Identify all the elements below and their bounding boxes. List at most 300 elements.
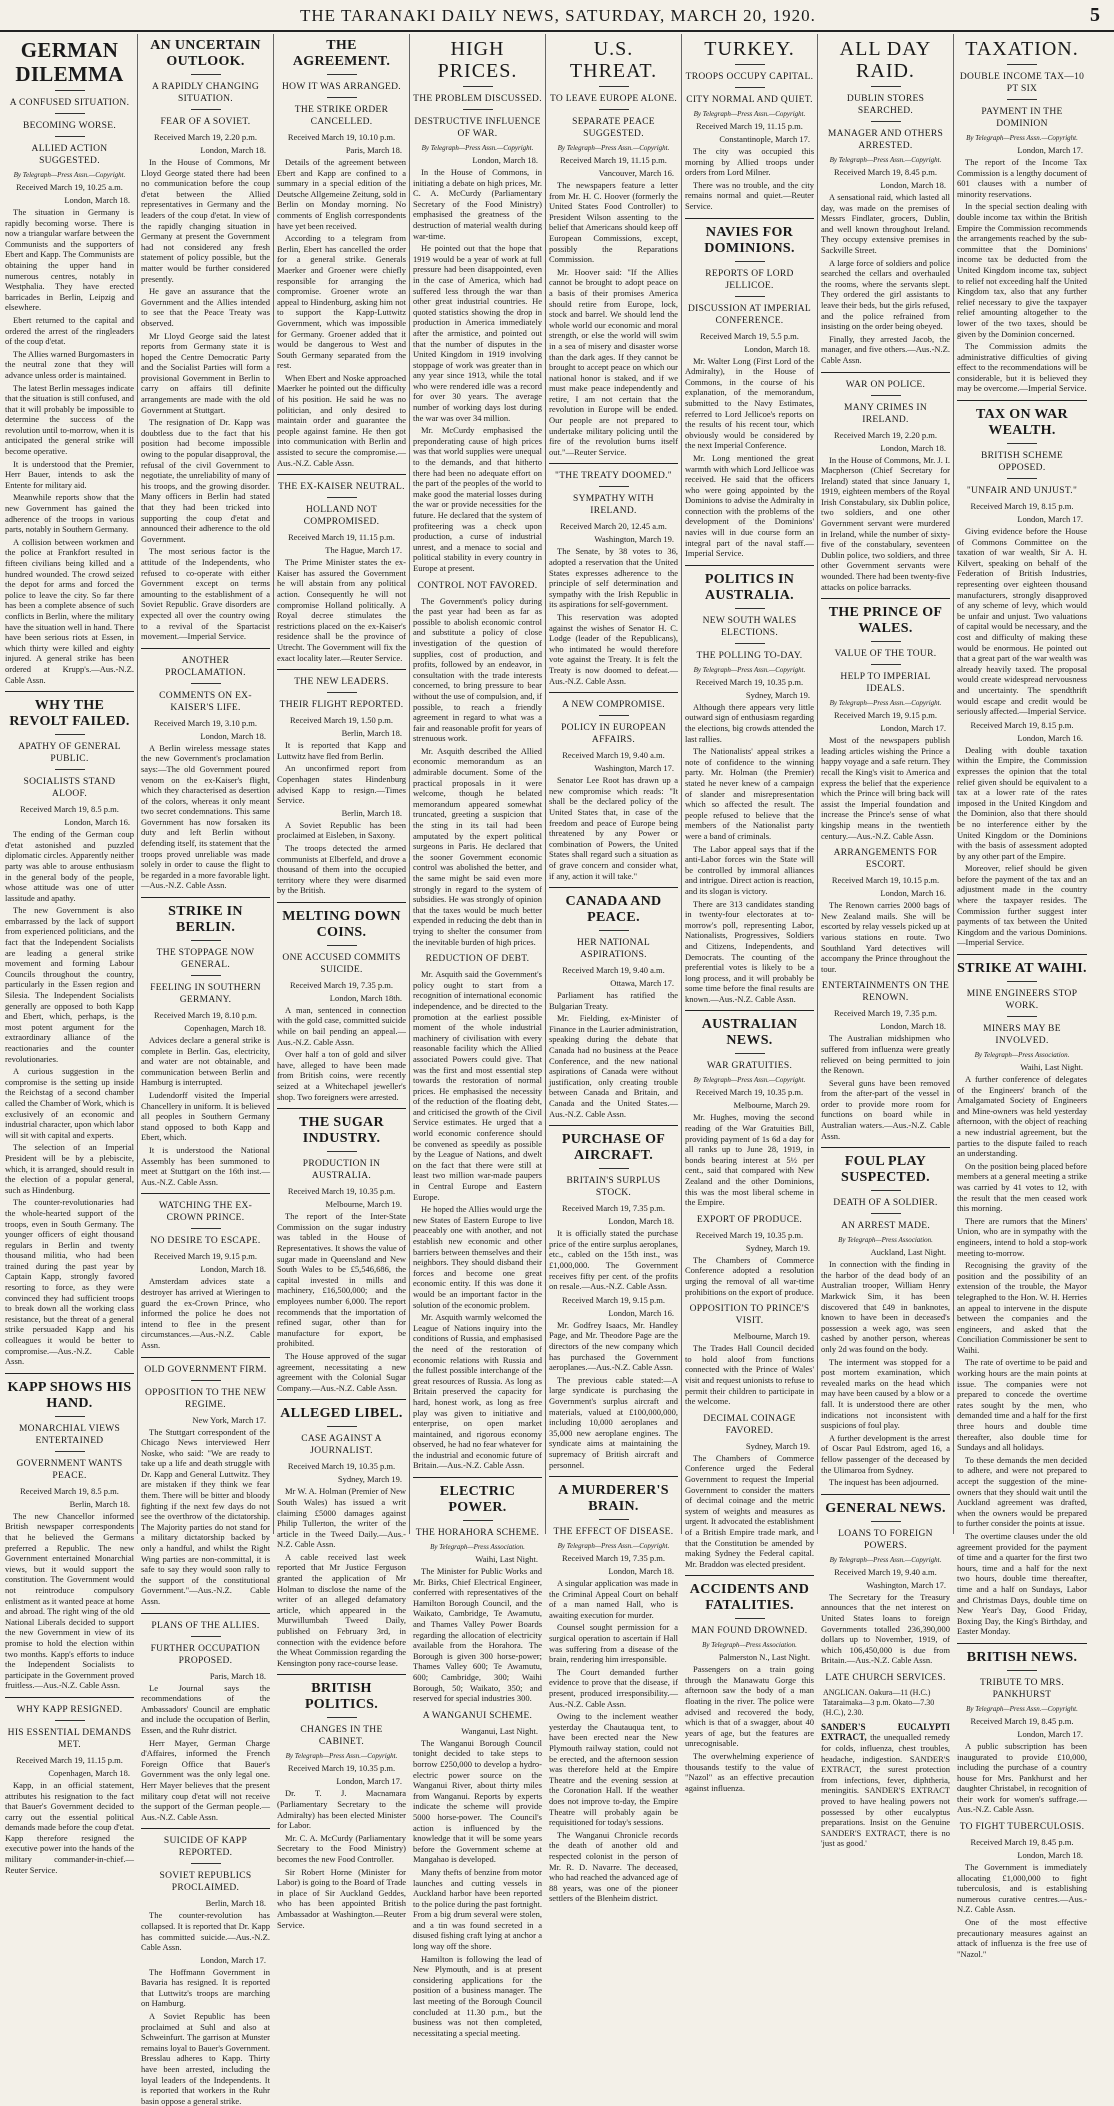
subheadline: OLD GOVERNMENT FIRM. xyxy=(144,1364,267,1375)
paragraph: Details of the agreement between Ebert and Kapp are confined to a summary in a special edition of the Deutsche Allgemeine Zeitung, sold in Berlin on Monday morning. No comments of English correspondents have yet been received. xyxy=(277,157,406,231)
subheadline: SUICIDE OF KAPP REPORTED. xyxy=(163,1836,248,1859)
byline: By Telegraph—Press Assn.—Copyright. xyxy=(285,1752,398,1761)
headline-rule xyxy=(735,608,765,609)
headline: ALL DAY RAID. xyxy=(839,38,932,82)
subheadline: OPPOSITION TO THE NEW REGIME. xyxy=(144,1387,267,1410)
headline-rule xyxy=(191,683,221,684)
paragraph: Recognising the gravity of the position and the possibility of an extension of the trouble, the Mayor telegraphed to the Hon. W. H. Herries an appeal to intervene in the dispute between the companies and the engineers, and asked that the Conciliation Commissioner be sent to Waihi. xyxy=(957,1260,1087,1355)
headline-rule xyxy=(871,1213,901,1214)
paragraph: Senator Lee Root has drawn up a new compromise which reads: "It shall be the declared policy of the United States that, in case of the freedom and peace of Europe being threatened by any Power or combination of Powers, the United States shall regard such a situation as of grave concern and consider what, if any, action it will take." xyxy=(549,775,678,881)
subheadline: ARRANGEMENTS FOR ESCORT. xyxy=(833,848,938,871)
church-notice: ANGLICAN. Oakura—11 (H.C.) Tataraimaka—3 p.m. Okato—7.30 (H.C.), 2.30. xyxy=(823,1687,935,1717)
column-divider xyxy=(141,1357,270,1358)
column-2 xyxy=(138,34,274,2106)
headline-rule xyxy=(55,1416,85,1417)
headline-rule xyxy=(735,64,765,65)
subheadline: TROOPS OCCUPY CAPITAL. xyxy=(685,72,814,82)
paragraph: A Soviet Republic has been proclaimed at Eisleben, in Saxony. xyxy=(277,819,406,841)
subheadline: AN ARREST MADE. xyxy=(840,1221,931,1232)
paragraph: It is officially stated the purchase price of the entire surplus aeroplanes, etc., cabled on the 15th inst., was £1,000,000. The Government receives fifty per cent. of the profits on resale.—Aus.-N.Z. Cable Assn. xyxy=(549,1228,678,1292)
column-divider xyxy=(549,692,678,693)
subheadline: DISCUSSION AT IMPERIAL CONFERENCE. xyxy=(687,303,812,326)
headline: KAPP SHOWS HIS HAND. xyxy=(7,1379,132,1411)
paragraph: This reservation was adopted against the wishes of Senator H. C. Lodge (leader of the Republicans), who intimated he would therefore vote against the Treaty. It is felt the Treaty is now doomed to defeat.—Aus.-N.Z. Cable Assn. xyxy=(549,612,678,686)
subheadline: CASE AGAINST A JOURNALIST. xyxy=(301,1434,382,1457)
paragraph: A sensational raid, which lasted all day, was made on the premises of Messrs Findlater, grocers, Dublin, and well known throughout Ireland. They occupy extensive premises in Sackville Street. xyxy=(821,192,950,255)
headline-rule xyxy=(55,1451,85,1452)
subheadline: NEW SOUTH WALES ELECTIONS. xyxy=(702,615,797,638)
received-line: Received March 19, 8.10 p.m. xyxy=(154,1010,257,1021)
dateline: London, March 17. xyxy=(336,1776,402,1787)
headline: PURCHASE OF AIRCRAFT. xyxy=(561,1132,666,1164)
paragraph: An unconfirmed report from Copenhagen states Hindenburg advised Kapp to resign.—Times Service. xyxy=(277,763,406,806)
subheadline: MANAGER AND OTHERS ARRESTED. xyxy=(827,129,944,151)
paragraph: The Trades Hall Council decided to hold aloof from functions connected with the Prince of Wales' visit and request unionists to refuse to permit their children to participate in the welcome. xyxy=(685,1343,814,1407)
column-divider xyxy=(141,1193,270,1194)
subheadline: THEIR FLIGHT REPORTED. xyxy=(279,700,404,711)
paragraph: Dr. T. J. Macnamara (Parliamentary Secretary to the Admiralty) has been elected Minister for Labor. xyxy=(277,1788,406,1831)
byline: By Telegraph—Press Assn.—Copyright. xyxy=(13,171,126,179)
received-line: Received March 19, 8.15 p.m. xyxy=(970,501,1074,512)
columns xyxy=(2,34,1112,2106)
byline: By Telegraph—Press Assn.—Copyright. xyxy=(693,1076,806,1085)
dateline: London, March 16. xyxy=(880,888,946,899)
headline-rule xyxy=(191,1380,221,1381)
received-line: Received March 19, 11.15 p.m. xyxy=(696,121,803,131)
column-divider xyxy=(957,954,1087,955)
headline: TAXATION. xyxy=(965,38,1079,60)
headline: A MURDERER'S BRAIN. xyxy=(558,1483,669,1515)
received-line: Received March 19, 9.40 a.m. xyxy=(562,965,665,976)
dateline: London, March 18. xyxy=(880,180,946,190)
subheadline: ALLIED ACTION SUGGESTED. xyxy=(31,144,108,166)
subheadline: PLANS OF THE ALLIES. xyxy=(151,1620,260,1631)
paragraph: The report of the Income Tax Commission is a lengthy document of 601 clauses with a number of minority reservations. xyxy=(957,157,1087,199)
subheadline: TO FIGHT TUBERCULOSIS. xyxy=(959,1822,1085,1833)
column-divider xyxy=(277,1399,406,1400)
paragraph: Mr. Long mentioned the great warmth with which Lord Jellicoe was received. He said that the officers who were going appointed by the Dominions to advise the Admiralty in connection with the problems of the development of the Dominions' navies will in due course form an integral part of the naval staff.—Imperial Service. xyxy=(685,452,814,559)
paragraph: The overtime clauses under the old agreement provided for the payment of time and a quarter for the first two hours, time and a half for the next two hours, double time thereafter, time and a half on Sundays, Labor and Christmas Days, double time on New Year's Day, Good Friday, Boxing Day, the King's Birthday, and Easter Monday. xyxy=(957,1530,1087,1637)
dateline: London, March 18. xyxy=(608,1566,674,1577)
headline-rule xyxy=(735,261,765,262)
subheadline: A CONFUSED SITUATION. xyxy=(9,98,130,108)
column-divider xyxy=(141,1613,270,1614)
headline-rule xyxy=(55,734,85,735)
headline-rule xyxy=(871,1190,901,1191)
received-line: Received March 19, 10.10 p.m. xyxy=(287,132,396,142)
headline-rule xyxy=(1007,478,1037,479)
paragraph: A curious suggestion in the compromise is the setting up inside the Reichstag of a second chamber called the Chamber of Work, which is exclusively of an economic and industrial character, upon which labor will sit with capital and experts. xyxy=(5,1066,134,1140)
subheadline: HELP TO IMPERIAL IDEALS. xyxy=(840,672,931,695)
paragraph: Owing to the inclement weather yesterday the Chautauqua tent, to have been erected near the New Plymouth railway station, could not be erected, and the afternoon session was therefore held at the Empire Theatre and the evening session at the Coronation Hall. If the weather does not improve to-day, the Empire Theatre will probably again be requisitioned for today's sessions. xyxy=(549,1711,678,1828)
paragraph: In the special section dealing with double income tax within the British Empire the Commission recommends the arrangements reached by the sub-committee that the Dominions' income tax be deducted from the United Kingdom income tax, subject to relief not exceeding half the United Kingdom tax, also that any further relief necessary to give the taxpayer relief amounting altogether to the lower of the two taxes, should be given by the Dominion concerned. xyxy=(957,201,1087,339)
paragraph: Amsterdam advices state a destroyer has arrived at Wieringen to guard the ex-Crown Prince, who informed the police he does not intend to flee in the present circumstances.—Aus.-N.Z. Cable Assn. xyxy=(141,1276,270,1350)
subheadline: POLICY IN EUROPEAN AFFAIRS. xyxy=(561,723,666,746)
subheadline: HOLLAND NOT COMPROMISED. xyxy=(303,505,380,528)
received-line: Received March 19, 10.35 p.m. xyxy=(287,1763,396,1774)
headline: FOUL PLAY SUSPECTED. xyxy=(841,1154,930,1186)
subheadline: ONE ACCUSED COMMITS SUICIDE. xyxy=(282,952,401,975)
paragraph: The counter-revolution has collapsed. It is reported that Dr. Kapp has committed suicide.—Aus.-N.Z. Cable Assn. xyxy=(141,1910,270,1953)
paragraph: Mr. Walter Long (First Lord of the Admiralty), in the House of Commons, in the course of his explanation, of the memorandum, submitted to the Navy Estimates, referred to Lord Jellicoe's reports on the results of his recent tour, which obviously would be considered by the next Imperial Conference. xyxy=(685,355,814,451)
headline-rule xyxy=(327,1426,357,1427)
headline: GERMAN DILEMMA xyxy=(15,38,124,86)
subheadline: THE STRIKE ORDER CANCELLED. xyxy=(294,105,389,127)
headline: HIGH PRICES. xyxy=(437,38,518,82)
masthead xyxy=(0,0,1114,32)
subheadline: FEAR OF A SOVIET. xyxy=(160,117,251,127)
paragraph: Although there appears very little outward sign of enthusiasm regarding the elections, big crowds attended the last rallies. xyxy=(685,701,814,744)
paragraph: The most serious factor is the attitude of the Independents, who refused to co-operate with either Government except on terms amounting to the establishment of a Soviet Republic. Grave disorders are expected all over the country owing to a revival of the Spartacist movement.—Imperial Service. xyxy=(141,546,270,642)
dateline: London, March 18. xyxy=(472,155,538,165)
paragraph: A further conference of delegates of the Engineers' branch of the Amalgamated Society of Engineers and Mine-owners was held yesterday afternoon, with the object of reaching a new industrial agreement, but the parties to the dispute failed to reach an understanding. xyxy=(957,1074,1087,1159)
subheadline: SOCIALISTS STAND ALOOF. xyxy=(23,777,116,800)
column-7 xyxy=(818,34,954,1849)
subheadline: FEELING IN SOUTHERN GERMANY. xyxy=(150,983,261,1006)
received-line: Received March 19, 7.35 p.m. xyxy=(562,1203,665,1214)
paragraph: To these demands the men decided to adhere, and were not prepared to accept the suggestion of the mine-owners that they should wait until the Auckland agreement was drafted, when the owners would be prepared to further consider the points at issue. xyxy=(957,1454,1087,1529)
subheadline: PAYMENT IN THE DOMINION xyxy=(981,107,1063,129)
paragraph: Mr. McCurdy emphasised the preponderating cause of high prices was that world supplies were unequal to the demands, and that hitherto there had been no adequate effort on the part of the peoples of the world to make good the material losses during the war or provide necessities for the future. He declared that the system of profiteering was a check upon production, a curse of industrial unrest, and a menace to social and political stability in every country in Europe at present. xyxy=(413,425,542,573)
subheadline: OPPOSITION TO PRINCE'S VISIT. xyxy=(689,1304,810,1327)
subheadline: HOW IT WAS ARRANGED. xyxy=(282,82,401,92)
received-line: Received March 19, 10.35 p.m. xyxy=(287,1186,396,1197)
paragraph: According to a telegram from Berlin, Ebert has cancelled the order for a general strike. Generals Maerker and Groener were chiefly responsible for arranging the compromise. Groener wrote an appeal to Hindenburg, asking him not to support the Kapp-Luttwitz Government, which was impossible for Germany. Groener added that it would be dangerous to West and South Germany separated from the rest. xyxy=(277,233,406,371)
paragraph: The inquest has been adjourned. xyxy=(829,1477,939,1488)
dateline: Paris, March 18. xyxy=(209,1670,266,1681)
subheadline: SYMPATHY WITH IRELAND. xyxy=(573,494,654,517)
received-line: Received March 19, 1.50 p.m. xyxy=(290,715,393,726)
paragraph: It is understood the National Assembly has been summoned to meet at Stuttgart on the 16th inst.—Aus.-N.Z. Cable Assn. xyxy=(141,1144,270,1187)
paragraph: A collision between workmen and the police at Frankfort resulted in fifteen civilians being killed and a hundred wounded. The crowd seized the depot for arms and forced the police to leave the city. So far there has been a complete absence of such conflicts in Berlin, where the military have the situation well in hand. There have been serious riots at Essen, in which thirty were killed and eighty injured. A general strike has been ordered at Krupp's.—Aus.-N.Z. Cable Assn. xyxy=(5,536,134,685)
subheadline: MANY CRIMES IN IRELAND. xyxy=(843,402,928,425)
paragraph: The counter-revolutionaries had the whole-hearted support of the troops, even in South Germany. The younger officers of eight thousand regulars in Berlin and twenty thousand militia, who had been trained during the past year by Captain Kapp, strongly favored resorting to force, as they were convinced they had sufficient troops to break down all the working class resistance, but the threat of a general strike persuaded Kapp and his colleagues it would be better to compromise.—Aus.-N.Z. Cable Assn. xyxy=(5,1197,134,1367)
paragraph: A cable received last week reported that Mr Justice Ferguson granted the application of Mr Holman to disclose the name of the writer of an alleged defamatory article, which appeared in the Murwillumbah Tweed Daily, published on February 3rd, in connection with the evidence before the Wheat Commission regarding the Kensington pony race-course lease. xyxy=(277,1551,406,1668)
subheadline: TRIBUTE TO MRS. PANKHURST xyxy=(979,1677,1065,1700)
dateline: London, March 18. xyxy=(880,442,946,453)
dateline: Berlin, March 18. xyxy=(69,1498,130,1509)
headline-rule xyxy=(599,930,629,931)
subheadline: MINE ENGINEERS STOP WORK. xyxy=(966,989,1078,1012)
column-divider xyxy=(957,400,1087,401)
paragraph: Mr. Godfrey Isaacs, Mr. Handley Page, and Mr. Theodore Page are the directors of the new company which has purchased the Government aeroplanes.—Aus.-N.Z. Cable Assn. xyxy=(549,1319,678,1373)
subheadline: HER NATIONAL ASPIRATIONS. xyxy=(577,938,650,961)
dateline: London, March 18. xyxy=(744,343,810,354)
received-line: Received March 19, 10.35 p.m. xyxy=(695,1229,804,1240)
dateline: Berlin, March 18. xyxy=(205,1898,266,1909)
paragraph: He pointed out that the hope that 1919 would be a year of work at full pressure had been disappointed, even in the case of America, which had suffered less through the war than other great industrial countries. He quoted statistics showing the drop in production in America immediately after the armistice, and pointed out that the number of disputes in the United Kingdom in 1919 involving stoppage of work was greater than in any year since 1913, while the total who were rendered idle was a record for over 30 years. The average number of working days lost during the war was over 34 million. xyxy=(413,243,542,423)
paragraph: The situation in Germany is rapidly becoming worse. There is now a triangular warfare between the Communists and the supporters of Ebert and Kapp. The Communists are obtaining the upper hand in numerous centres, notably in Westphalia. They have erected barricades in Berlin, Leipzig and elsewhere. xyxy=(5,207,134,313)
subheadline: COMMENTS ON EX-KAISER'S LIFE. xyxy=(159,690,252,713)
headline: AN UNCERTAIN OUTLOOK. xyxy=(150,38,261,69)
subheadline: WATCHING THE EX-CROWN PRINCE. xyxy=(158,1201,253,1224)
paragraph: Hamilton is following the lead of New Plymouth, and is at present considering applications for the position of a business manager. The last meeting of the Borough Council concluded at 11.30 p.m., but the business was not then completed, necessitating a special meeting. xyxy=(413,1953,542,2038)
subheadline: LOANS TO FOREIGN POWERS. xyxy=(838,1528,933,1551)
dateline: Melbourne, March 29. xyxy=(733,1100,810,1111)
headline: GENERAL NEWS. xyxy=(825,1500,946,1516)
paragraph: The previous cable stated:—A large syndicate is purchasing the Government's surplus aircraft and materials, valued at £100,000,000, including 10,000 aeroplanes and 35,000 new aeroplane engines. The syndicate aims at maintaining the supremacy of British aircraft and personnel. xyxy=(549,1374,678,1470)
subheadline: PRODUCTION IN AUSTRALIA. xyxy=(302,1159,381,1182)
subheadline: A NEW COMPROMISE. xyxy=(562,700,665,711)
dateline: Washington, March 17. xyxy=(594,763,674,774)
subheadline: LATE CHURCH SERVICES. xyxy=(825,1672,946,1683)
received-line: Received March 19, 9.15 p.m. xyxy=(154,1251,257,1262)
dateline: Washington, March 17. xyxy=(866,1579,946,1590)
subheadline: ANOTHER PROCLAMATION. xyxy=(165,655,246,678)
paragraph: The new Chancellor informed British newspaper correspondents that he believed the Germans preferred a Republic. The new Government entertained Monarchial views, but it would support the constitution. The Government would not reintroduce compulsory enlistment as it wanted peace at home and abroad. The right wing of the old National Liberals decided to support the new Government in view of its promise to hold the election within two months. Kapp's efforts to induce the Independent Socialists to participate in the Government proved fruitless.—Aus.-N.Z. Cable Assn. xyxy=(5,1510,134,1691)
dateline: Ottawa, March 17. xyxy=(610,978,674,989)
headline: BRITISH POLITICS. xyxy=(304,1681,379,1713)
paragraph: It is understood that the Premier, Herr Bauer, intends to ask the Entente for military aid. xyxy=(5,458,134,490)
subheadline: TO LEAVE EUROPE ALONE. xyxy=(549,94,678,104)
byline: By Telegraph—Press Assn.—Copyright. xyxy=(693,665,806,674)
paragraph: Ludendorff visited the Imperial Chancellery in uniform. It is believed all peoples in Southern Germany stand opposed to both Kapp and Ebert, which. xyxy=(141,1090,270,1143)
headline: THE SUGAR INDUSTRY. xyxy=(299,1115,384,1147)
paragraph: The overwhelming experience of thousands testify to the value of "Nazol" as an effective precaution against influenza. xyxy=(685,1751,814,1793)
subheadline: A RAPIDLY CHANGING SITUATION. xyxy=(151,82,259,104)
paragraph: Counsel sought permission for a surgical operation to ascertain if Hall was suffering from a disease of the brain, rendering him irresponsible. xyxy=(549,1622,678,1665)
column-divider xyxy=(821,598,950,599)
paragraph: The Court demanded further evidence to prove that the disease, if present, produced irresponsibility.—Aus.-N.Z. Cable Assn. xyxy=(549,1666,678,1709)
subheadline: A WANGANUI SCHEME. xyxy=(422,1710,533,1721)
dateline: London, March 18. xyxy=(64,195,130,205)
paragraph: Ebert returned to the capital and ordered the arrest of the ringleaders of the coup d'etat. xyxy=(5,314,134,347)
dateline: London, March 17. xyxy=(200,1954,266,1965)
headline-rule xyxy=(327,945,357,946)
column-divider xyxy=(685,565,814,566)
subheadline: BECOMING WORSE. xyxy=(23,121,116,131)
column-divider xyxy=(277,902,406,903)
paragraph: The Labor appeal says that if the anti-Labor forces win the State will be controlled by immoral alliances and intrigue. Direct action is reaction, and its slogan is victory. xyxy=(685,843,814,896)
dateline: London, March 18. xyxy=(608,1216,674,1227)
paragraph: The Australian midshipmen who suffered from influenza were greatly relieved on being permitted to join the Renown. xyxy=(821,1033,950,1076)
paragraph: He gave an assurance that the Government and the Allies intended to see that the Peace Treaty was observed. xyxy=(141,286,270,328)
paragraph: A further development is the arrest of Oscar Paul Edstrom, aged 16, a fellow passenger of the deceased by the Ulimaroa from Sydney. xyxy=(821,1432,950,1475)
received-line: Received March 19, 9.40 a.m. xyxy=(562,750,665,761)
headline-rule xyxy=(327,1717,357,1718)
paragraph: Several guns have been removed from the after-part of the vessel in order to provide more room for functions on board while in Australian waters.—Aus.-N.Z. Cable Assn. xyxy=(821,1077,950,1141)
dateline: Sydney, March 19. xyxy=(337,1474,402,1485)
byline: By Telegraph—Press Assn.—Copyright. xyxy=(693,110,806,118)
paragraph: The selection of an Imperial President will be by a plebiscite, which, it is arranged, should result in the election of a popular general, such as Hindenburg. xyxy=(5,1142,134,1195)
paragraph: In connection with the finding in the harbor of the dead body of an Australian trooper, William Henry Markwick Sim, it has been discovered that £49 in banknotes, known to have been in deceased's possession a week ago, was seen cashed by another person, whereas only 2d was found on the body. xyxy=(821,1259,950,1354)
paragraph: Passengers on a train going through the Manawatu Gorge this afternoon saw the body of a man floating in the river. The police were advised and recovered the body, which is that of a swagger, about 40 years of age, but the features are unrecognisable. xyxy=(685,1664,814,1749)
paragraph: Mr W. A. Holman (Premier of New South Wales) has issued a writ claiming £5000 damages against Philip Tullerton, the writer of the article in the Tweed Daily.—Aus.-N.Z. Cable Assn. xyxy=(277,1486,406,1550)
dateline: London, March 17. xyxy=(1017,1728,1083,1739)
paragraph: Parliament has ratified the Bulgarian Treaty. xyxy=(549,990,678,1011)
dateline: Waihi, Last Night. xyxy=(1020,1062,1083,1073)
paragraph: There are 313 candidates standing in twenty-four electorates at to-morrow's poll, representing Labor, Nationalists, Progressives, Soldiers and Citizens, Independents, and Democrats. The counting of the preferential votes is likely to be a long process, and it will probably be some time before the final results are known.—Aus.-N.Z. Cable Assn. xyxy=(685,898,814,1004)
paragraph: The Renown carries 2000 bags of New Zealand mails. She will be escorted by relay vessels picked up at various stations en route. Two Southland Yard detectives will accompany the Prince throughout the tour. xyxy=(821,900,950,974)
paragraph: The Commission admits the administrative difficulties of giving effect to the recommendations will be considerable, but it is believed they may be overcome.—Imperial Service. xyxy=(957,341,1087,394)
column-divider xyxy=(685,1575,814,1576)
paragraph: The newspapers feature a letter from Mr. H. C. Hoover (formerly the United States Food Controller) to President Wilson assenting to the belief that Americans should keep off European Commissions, except, possibly the Reparations Commission. xyxy=(549,180,678,265)
paragraph: Mr. Asquith warmly welcomed the League of Nations inquiry into the conditions of Russia, and emphasised the need of the restoration of economic relations with Russia and the fullest possible interchange of the great resources of Russia. As long as Britain preserved the capacity for hard, honest work, as long as free play was given to initiative and enterprise, on open market maintained, and rigorous economy observed, he had no fear whatever for the industrial and economic future of Britain.—Aus.-N.Z. Cable Assn. xyxy=(413,1312,542,1471)
column-divider xyxy=(277,669,406,670)
dateline: London, March 18. xyxy=(200,1264,266,1275)
headline: ALLEGED LIBEL. xyxy=(280,1406,403,1422)
column-divider xyxy=(549,887,678,888)
headline-rule xyxy=(735,643,765,644)
subheadline: THE EX-KAISER NEUTRAL. xyxy=(278,482,405,493)
paragraph: The Chambers of Commerce Conference adopted a resolution urging the removal of all war-time prohibitions on the export of produce. xyxy=(685,1254,814,1297)
subheadline: SOVIET REPUBLICS PROCLAIMED. xyxy=(159,1871,252,1894)
subheadline: ENTERTAINMENTS ON THE RENOWN. xyxy=(821,981,950,1004)
headline-rule xyxy=(191,109,221,110)
subheadline: "THE TREATY DOOMED." xyxy=(555,471,672,482)
paragraph: Meanwhile reports show that the new Government has gained the adherence of the troops in various parts, notably in Southern Germany. xyxy=(5,492,134,535)
subheadline: GOVERNMENT WANTS PEACE. xyxy=(16,1458,123,1481)
advertisement xyxy=(821,1722,950,1849)
column-divider xyxy=(277,1674,406,1675)
dateline: Waihi, Last Night. xyxy=(475,1554,538,1565)
column-divider xyxy=(141,1828,270,1829)
subheadline: WHY KAPP RESIGNED. xyxy=(16,1704,123,1715)
headline: THE AGREEMENT. xyxy=(292,38,391,69)
paragraph: Giving evidence before the House of Commons Committee on the taxation of war wealth, Sir A. H. Kilvert, speaking on behalf of the Federation of British Industries, representing over eighteen thousand manufacturers, strongly disapproved of any scheme of levy, which would be unfair and unjust. Two valuations of capital would be necessary, and the cost and difficulty of making these would be enormous. He pointed out that a great part of the war wealth was already heavily taxed. The proposal would create widespread nervousness and uncertainty. The spendthrift would escape and credit would be seriously affected.—Imperial Service. xyxy=(957,526,1087,717)
headline: AUSTRALIAN NEWS. xyxy=(701,1017,798,1049)
paragraph: Mr. Fielding, ex-Minister of Finance in the Laurier administration, speaking during the debate that Canada had no business at the Peace Conference, and the new national aspirations of Canada were without justification, only creating trouble between Canada and Britain, and Canada and the United States.—Aus.-N.Z. Cable Assn. xyxy=(549,1013,678,1119)
dateline: Constantinople, March 17. xyxy=(719,134,810,144)
paragraph: The Chambers of Commerce Conference urged the Federal Government to request the Imperial Government to consider the matters of decimal coinage and the metric system of weights and measures as urgent. It advocated the establishment of a British Empire trade mark, and that the Constitution be amended by making Sydney the Federal capital. Mr. Braddon was elected president. xyxy=(685,1452,814,1569)
headline-rule xyxy=(871,395,901,396)
subheadline: CITY NORMAL AND QUIET. xyxy=(686,95,813,105)
subheadline: FURTHER OCCUPATION PROPOSED. xyxy=(150,1643,261,1666)
received-line: Received March 19, 11.15 p.m. xyxy=(560,155,667,165)
headline-rule xyxy=(1007,64,1037,65)
paragraph: One of the most effective precautionary measures against an attack of influenza is the free use of "Nazol." xyxy=(957,1917,1087,1959)
headline-rule xyxy=(871,86,901,87)
paragraph: There was no trouble, and the city remains normal and quiet.—Reuter Service. xyxy=(685,179,814,211)
paragraph: A public subscription has been inaugurated to provide £10,000, including the purchase of a country house for Mrs. Pankhurst and her daughter Christabel, in recognition of their work for women's suffrage.—Aus.-N.Z. Cable Assn. xyxy=(957,1740,1087,1815)
paragraph: The new Government is also embarrassed by the lack of support from experienced politicians, and the fact that the Independent Socialists are leading a general strike movement and forming Labour Councils throughout the country, particularly in the Essen region and Silesia. The Independent Socialists generally are opposed to both Kapp and Ebert, which, perhaps, is the most potent argument for the extraordinary alliance of the reactionaries and the counter revolutionaries. xyxy=(5,905,134,1064)
headline-rule xyxy=(735,1618,765,1619)
paragraph: He hoped the Allies would urge the new States of Eastern Europe to live peaceably one with another, and not establish new economic and other barriers between themselves and their neighbors. They should disband their forces and become one great economic entity. If this was done it would be an important factor in the solution of the economic problem. xyxy=(413,1204,542,1310)
paragraph: The Nationalists' appeal strikes a note of confidence to the winning party. Mr. Holman (the Premier) stated he never knew of a campaign of slander and misrepresentation which so affected the result. The people refused to believe that the members of the Nationalist party were a band of criminals. xyxy=(685,746,814,841)
headline: U.S. THREAT. xyxy=(569,38,658,82)
headline: BRITISH NEWS. xyxy=(966,1649,1078,1665)
column-8 xyxy=(954,34,1090,1959)
page-number: 5 xyxy=(1090,4,1100,26)
dateline: London, March 18. xyxy=(1017,1850,1083,1861)
headline-rule xyxy=(1007,443,1037,444)
headline-rule xyxy=(327,497,357,498)
headline-rule xyxy=(55,1720,85,1721)
received-line: Received March 19, 7.35 p.m. xyxy=(290,979,393,990)
dateline: London, March 18th. xyxy=(329,992,402,1003)
paragraph: The ending of the German coup d'etat astonished and puzzled diplomatic circles. Apparently neither party was able to arouse enthusiasm in the general body of the people, whose attitude was one of utter lassitude and apathy. xyxy=(5,829,134,903)
received-line: Received March 19, 2.20 p.m. xyxy=(834,429,937,440)
headline-rule xyxy=(327,1151,357,1152)
ad-body: the unequalled remedy for colds, influenza, chest troubles, headache, indigestion. SANDER'S EXTRACT, the surest protection from infections, fever, diphtheria, meningitis. SANDER'S EXTRACT proved to have healing powers not possessed by other eucalyptus preparations. Insist on the Genuine SANDER'S EXTRACT, there is no 'just as good.' xyxy=(821,1732,950,1849)
paragraph: The Minister for Public Works and Mr. Birks, Chief Electrical Engineer, conferred with representatives of the Hamilton Borough Council, and the Waikato, Cambridge, Te Awamutu, and Thames Valley Power Boards regarding the allocation of electricity available from the Horahora. The Borough is given 300 horse-power; Thames Valley 600; Te Awamutu, 600; Cambridge, 300; Waihi Borough, 50; Waikato, 350; and reserved for special industries 300. xyxy=(413,1566,542,1704)
headline-rule xyxy=(871,121,901,122)
column-divider xyxy=(549,1476,678,1477)
headline-rule xyxy=(599,715,629,716)
headline-rule xyxy=(735,87,765,88)
dateline: London, March 17. xyxy=(880,723,946,734)
column-3 xyxy=(274,34,410,1930)
headline: CANADA AND PEACE. xyxy=(565,894,662,926)
subheadline: THE HORAHORA SCHEME. xyxy=(415,1528,540,1539)
headline-rule xyxy=(871,1521,901,1522)
paragraph: It is reported that Kapp and Luttwitz have fled from Berlin. xyxy=(277,740,406,761)
column-divider xyxy=(957,1643,1087,1644)
column-divider xyxy=(821,1147,950,1148)
dateline: London, March 16. xyxy=(608,1307,674,1318)
paragraph: In the House of Commons, Mr. J. I. Macpherson (Chief Secretary for Ireland) stated that since January 1, 1919, eighteen members of the Royal Irish Constabulary, six Dublin police, two soldiers, and one other Government servant were murdered in Ireland, while the number of sixty-five of the constabulary, seventeen Dublin police, two soldiers, and three other Government servants were wounded. There had been twenty-five attacks on police barracks. xyxy=(821,454,950,592)
column-6 xyxy=(682,34,818,1793)
headline-rule xyxy=(735,296,765,297)
byline: By Telegraph—Press Assn.—Copyright. xyxy=(829,156,942,164)
subheadline: BRITAIN'S SURPLUS STOCK. xyxy=(566,1176,661,1199)
subheadline: REPORTS OF LORD JELLICOE. xyxy=(705,268,794,291)
received-line: Received March 19, 9.15 p.m. xyxy=(562,1294,665,1305)
dateline: New York, March 17. xyxy=(192,1414,266,1425)
paragraph: Mr. Asquith said the Government's policy ought to start from a recognition of international economic independence, and be directed to the promotion at the earliest possible moment of the whole industrial machinery of civilisation with every reasonable facility which the Allied associated Powers could give. That was the first and most essential step towards the restoration of normal prices. He emphasised the necessity of the reduction of the floating debt, and criticised the growth of the Civil Service estimates. He urged that a world economic conference should be convened as speedily as possible by the League of Nations, and dwelt on the fact that there were still at least two million war-made paupers in Central Europe and Eastern Europe. xyxy=(413,969,542,1202)
paragraph: Many thefts of benzine from motor launches and cutting vessels in Auckland harbor have been reported to the police during the past fortnight. From a big drum several were stolen, and a tin was found secreted in a disused fishing craft lying at anchor a long way off the shore. xyxy=(413,1866,542,1952)
paragraph: Moreover, relief should be given before the payment of the tax and an adjustment made in the country where the taxpayer resides. The Commission further suggest inter payments of tax between the United Kingdom and the various Dominions.—Imperial Service. xyxy=(957,863,1087,948)
column-divider xyxy=(549,1125,678,1126)
paragraph: Dealing with double taxation within the Empire, the Commission expresses the opinion that the total relief given should be equivalent to a tax at a lower rate of the rates imposed in the United Kingdom and the Dominion, also that there should be no interference either by the United Kingdom or the Dominions with the basis of assessment adopted by any other part of the Empire. xyxy=(957,744,1087,861)
headline: WHY THE REVOLT FAILED. xyxy=(9,698,130,730)
received-line: Received March 19, 10.35 p.m. xyxy=(287,1461,396,1472)
dateline: Palmerston N., Last Night. xyxy=(718,1652,810,1663)
headline-rule xyxy=(463,109,493,110)
subheadline: THE PROBLEM DISCUSSED. xyxy=(413,94,542,104)
received-line: Received March 19, 8.5 p.m. xyxy=(20,804,119,815)
headline-rule xyxy=(599,86,629,87)
column-divider xyxy=(821,1494,950,1495)
received-line: Received March 19, 11.15 p.m. xyxy=(16,1754,123,1765)
subheadline: NO DESIRE TO ESCAPE. xyxy=(150,1236,261,1247)
subheadline: WAR GRATUITIES. xyxy=(706,1061,793,1072)
received-line: Received March 19, 11.15 p.m. xyxy=(288,532,395,543)
dateline: Melbourne, March 19. xyxy=(325,1199,402,1210)
paragraph: A large force of soldiers and police searched the cellars and overhauled the rooms, where the servants slept. They ordered the girl assistants to leave their beds, but the girls refused, and the police refrained from insisting on the order being obeyed. xyxy=(821,257,950,332)
received-line: Received March 19, 8.5 p.m. xyxy=(20,1485,119,1496)
headline-rule xyxy=(1007,1670,1037,1671)
headline-rule xyxy=(599,109,629,110)
subheadline: DOUBLE INCOME TAX—10 PT SIX xyxy=(959,72,1085,94)
dateline: Copenhagen, March 18. xyxy=(48,1767,130,1778)
paragraph: A Berlin wireless message states the new Government's proclamation says:—The old Government poured venom on the ex-Kaiser's flight, which they characterised as desertion of the colors, whereas it only meant two secret condemnations. This same Government has now forsaken its duty and left Berlin without defending itself, its statement that the troops proved unreliable was made solely in order to cause the flight to be regarded in a more favorable light.—Aus.-N.Z. Cable Assn. xyxy=(141,742,270,891)
paragraph: The interment was stopped for a post mortem examination, which revealed marks on the head which may have been caused by a blow or a fall. It is understood there are other indications not inconsistent with suspicions of foul play. xyxy=(821,1356,950,1431)
headline-rule xyxy=(1007,981,1037,982)
dateline: Washington, March 19. xyxy=(594,534,674,545)
column-divider xyxy=(821,372,950,373)
paragraph: The report of the Inter-State Commission on the sugar industry was tabled in the House of Representatives. It shows the value of sugar made in Queensland and New South Wales to be £5,546,686, the capital invested in mills and machinery, £16,500,000; and the employees number 6,000. The report recommends that the importation of refined sugar, other than for manufacture for export, be prohibited. xyxy=(277,1211,406,1349)
subheadline: BRITISH SCHEME OPPOSED. xyxy=(980,451,1064,474)
dateline: Melbourne, March 19. xyxy=(733,1331,810,1342)
headline: STRIKE IN BERLIN. xyxy=(168,904,243,936)
byline: By Telegraph—Press Association. xyxy=(838,1236,933,1245)
paragraph: A singular application was made in the Criminal Appeal Court on behalf of a man named Hall, who is awaiting execution for murder. xyxy=(549,1578,678,1620)
headline-rule xyxy=(463,1520,493,1521)
paragraph: The Wanganui Chronicle records the death of another old and respected colonist in the person of Mr. R. D. Navarre. The deceased, who had reached the advanced age of 88 years, was one of the pioneer settlers of the Blenheim district. xyxy=(549,1829,678,1904)
paragraph: In the House of Commons, Mr Lloyd George stated there had been no communication before the coup d'etat between the Allied representatives in Germany and the leaders of the coup d'etat. In view of the rapidly changing situation in Germany at present the Government had not considered any fresh statement of policy possible, but the matter would be further considered presently. xyxy=(141,157,270,284)
received-line: Received March 19, 8.45 p.m. xyxy=(970,1837,1074,1848)
paragraph: Over half a ton of gold and silver have, alleged to have been made from British coins, were recently seized at a Whitechapel jeweller's shop. Two foreigners were arrested. xyxy=(277,1049,406,1102)
received-line: Received March 19, 5.5 p.m. xyxy=(700,330,799,341)
headline-rule xyxy=(191,1636,221,1637)
headline-rule xyxy=(191,1228,221,1229)
headline: TURKEY. xyxy=(704,38,795,60)
newspaper-title: THE TARANAKI DAILY NEWS, SATURDAY, MARCH 20, 1920. xyxy=(300,6,816,25)
column-divider xyxy=(277,474,406,475)
paragraph: The city was occupied this morning by Allied troops under orders from Lord Milner. xyxy=(685,146,814,178)
received-line: Received March 19, 8.45 p.m. xyxy=(834,167,937,177)
